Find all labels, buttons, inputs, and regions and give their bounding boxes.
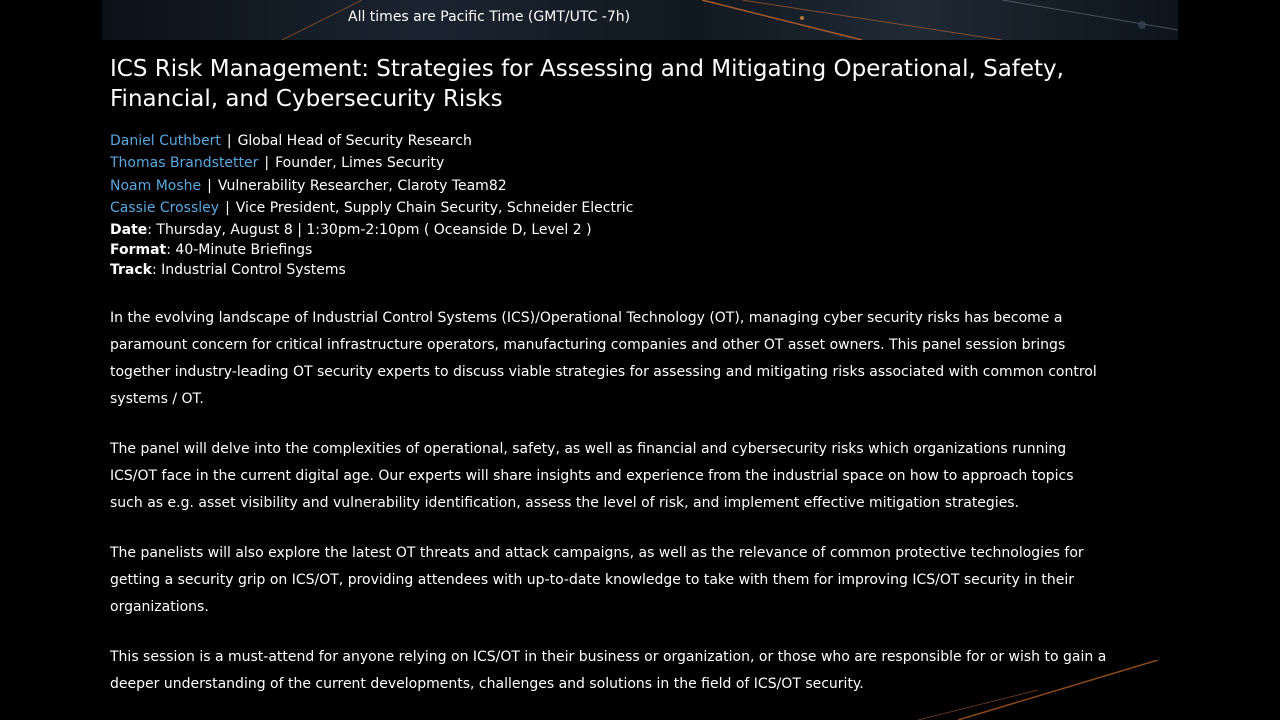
- header-banner-image: [102, 0, 1178, 40]
- speaker-link[interactable]: Thomas Brandstetter: [110, 155, 259, 172]
- session-page: [102, 0, 1178, 720]
- speaker-role: Founder, Limes Security: [275, 155, 445, 172]
- date-label: Date: [110, 222, 148, 239]
- speaker-link[interactable]: Cassie Crossley: [110, 199, 220, 216]
- date-value: : Thursday, August 8 | 1:30pm-2:10pm ( Oceanside D, Level 2 ): [147, 222, 592, 239]
- session-format: [110, 240, 1110, 260]
- speaker-row: [110, 131, 1110, 153]
- track-label: Track: [110, 262, 152, 279]
- speaker-separator: |: [225, 199, 230, 216]
- description-paragraph: In the evolving landscape of Industrial Control Systems (ICS)/Operational Technology (OT), managing cyber security risks has become a paramount concern for critical infrastructure operators, manufacturing companies and other OT asset owners. This panel session brings together industry-leading OT security experts to discuss viable strategies for assessing and mitigating risks associated with common control systems / OT.: [110, 310, 1097, 407]
- speaker-role: Vulnerability Researcher, Claroty Team82: [217, 177, 507, 194]
- speaker-separator: |: [226, 133, 232, 149]
- timezone-note: All times are Pacific Time (GMT/UTC -7h): [348, 9, 631, 25]
- format-label: Format: [110, 242, 167, 259]
- speaker-link[interactable]: Daniel Cuthbert: [110, 133, 221, 149]
- speaker-row: [110, 176, 1110, 198]
- session-date: [110, 220, 1110, 240]
- description-paragraph: This session is a must-attend for anyone relying on ICS/OT in their business or organization, or those who are responsible for or wish to gain a deeper understanding of the current developments, challenges and solutions in the field of ICS/OT security.: [110, 649, 1107, 692]
- description-paragraph: The panelists will also explore the latest OT threats and attack campaigns, as well as the relevance of common protective technologies for getting a security grip on ICS/OT, providing attendees with up-to-date knowledge to take with them for improving ICS/OT security in their organizations.: [110, 545, 1084, 615]
- decorative-lines: [102, 0, 1178, 40]
- track-value: : Industrial Control Systems: [151, 262, 346, 279]
- speaker-separator: |: [207, 177, 212, 194]
- session-description: [110, 305, 1110, 720]
- speaker-separator: |: [264, 155, 270, 172]
- decorative-lines-bottom: [918, 660, 1178, 720]
- description-paragraph: The panel will delve into the complexities of operational, safety, as well as financial and cybersecurity risks which organizations running ICS/OT face in the current digital age. Our experts will share insights and experience from the industrial space on how to approach topics such as e.g. asset visibility and vulnerability identification, assess the level of risk, and implement effective mitigation strategies.: [110, 441, 1074, 511]
- session-meta: [110, 131, 1110, 280]
- speaker-role: Global Head of Security Research: [237, 133, 472, 149]
- session-track: [110, 260, 1110, 280]
- speaker-link[interactable]: Noam Moshe: [110, 177, 202, 194]
- format-value: : 40-Minute Briefings: [166, 242, 313, 259]
- session-title: ICS Risk Management: Strategies for Assessing and Mitigating Operational, Safety, Financial, and Cybersecurity Risks: [110, 56, 1064, 112]
- speaker-role: Vice President, Supply Chain Security, Schneider Electric: [235, 199, 634, 216]
- speaker-row: [110, 153, 1110, 175]
- speaker-row: [110, 198, 1110, 220]
